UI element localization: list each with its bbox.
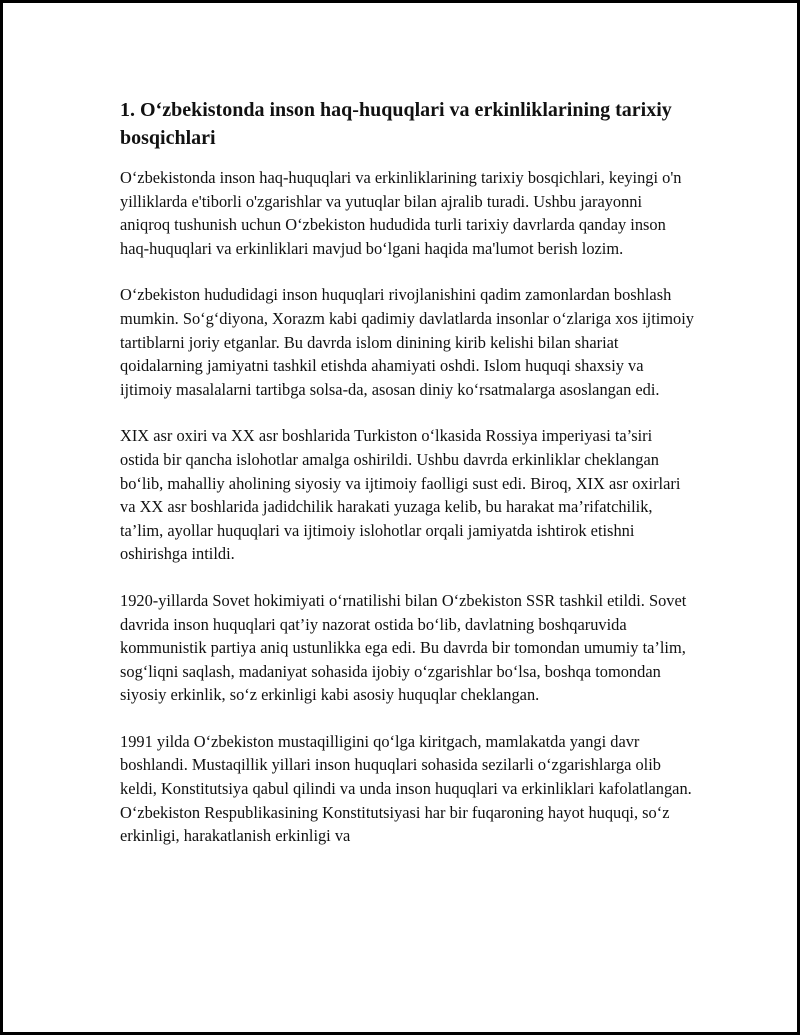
paragraph: O‘zbekistonda inson haq-huquqlari va erkinliklarining tarixiy bosqichlari, keyingi o'n yilliklarda e'tiborli o'zgarishlar va yutuqlar bilan ajralib turadi. Ushbu jarayonni aniqroq tushunish uchun O‘zbekiston hududida turli tarixiy davrlarda qanday inson haq-huquqlari va erkinliklari mavjud bo‘lgani haqida ma'lumot berish lozim. [120, 168, 682, 258]
paragraph: 1991 yilda O‘zbekiston mustaqilligini qo‘lga kiritgach, mamlakatda yangi davr boshlandi. Mustaqillik yillari inson huquqlari sohasida sezilarli o‘zgarishlarga olib keldi, Konstitutsiya qabul qilindi va unda inson huquqlari va erkinliklari kafolatlangan. O‘zbekiston Respublikasining Konstitutsiyasi har bir fuqaroning hayot huquqi, so‘z erkinligi, harakatlanish erkinligi va [120, 731, 692, 846]
paragraph: O‘zbekiston hududidagi inson huquqlari rivojlanishini qadim zamonlardan boshlash mumkin. So‘g‘diyona, Xorazm kabi qadimiy davlatlarda insonlar o‘zlariga xos ijtimoiy tartiblarni joriy etganlar. Bu davrda islom dinining kirib kelishi bilan shariat qoidalarning jamiyatni tashkil etishda ahamiyati oshdi. Islom huquqi shaxsiy va ijtimoiy masalalarni tartibga solsa-da, asosan diniy ko‘rsatmalarga asoslangan edi. [120, 285, 695, 399]
paragraph: 1920-yillarda Sovet hokimiyati o‘rnatilishi bilan O‘zbekiston SSR tashkil etildi. Sovet davrida inson huquqlari qat’iy nazorat ostida bo‘lib, davlatning boshqaruvida kommunistik partiya aniq ustunlikka ega edi. Bu davrda bir tomondan umumiy ta’lim, sog‘liqni saqlash, madaniyat sohasida ijobiy o‘zgarishlar bo‘lsa, boshqa tomondan siyosiy erkinlik, so‘z erkinligi kabi asosiy huquqlar cheklangan. [120, 590, 687, 705]
paragraph: XIX asr oxiri va XX asr boshlarida Turkiston o‘lkasida Rossiya imperiyasi ta’siri ostida bir qancha islohotlar amalga oshirildi. Ushbu davrda erkinliklar cheklangan bo‘lib, mahalliy aholining siyosiy va ijtimoiy faolligi sust edi. Biroq, XIX asr oxirlari va XX asr boshlarida jadidchilik harakati yuzaga kelib, bu harakat ma’rifatchilik, ta’lim, ayollar huquqlari va ijtimoiy islohotlar orqali jamiyatda ishtirok etishni oshirishga intildi. [120, 426, 681, 564]
document-body [120, 96, 695, 871]
document-title: 1. O‘zbekistonda inson haq-huquqlari va erkinliklarining tarixiy bosqichlari [120, 99, 672, 149]
